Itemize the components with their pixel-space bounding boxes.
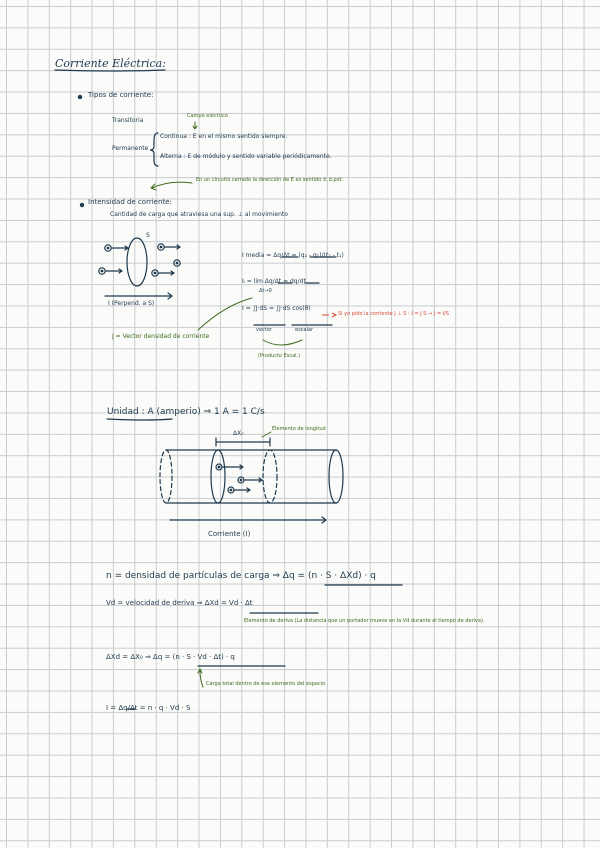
vector-label: vector [256, 327, 272, 333]
charge-particles [99, 244, 180, 276]
campo-label: Campo eléctrico [187, 113, 228, 119]
page-title: Corriente Eléctrica: [55, 57, 166, 70]
title-underline [55, 70, 165, 71]
n-formula: n = densidad de partículas de carga ⇒ Δq = (n · S · ΔXd) · q [106, 571, 376, 581]
tipos-heading: Tipos de corriente: [88, 91, 154, 99]
intensidad-definicion: Cantidad de carga que atraviesa una sup. ⊥ al movimiento [110, 211, 288, 218]
red-note: Si yo pido la corriente J ⊥ S : I = J·S → J = I/S [338, 311, 449, 317]
producto-label: (Producto Escal.) [258, 353, 301, 359]
continua-text: Continua : E en el mismo sentido siempre. [160, 133, 288, 140]
alterna-text: Alterna : E de módulo y sentido variable periódicamente. [160, 153, 332, 160]
transitoria-label: Transitoria [112, 117, 144, 124]
final-formula: I = Δq/Δt = n · q · Vd · S [106, 704, 191, 712]
escalar-label: escalar [295, 327, 314, 333]
carga-note: Carga total dentro de ese elemento del espacio [206, 681, 326, 687]
dx-formula: ΔXd = ΔX₀ ⇒ Δq = (n · S · Vd · Δt) · q [106, 653, 235, 661]
integral-formula: I = ∫J·dS = ∫J·dS cos(θ) [242, 305, 311, 312]
surface-label: S [146, 232, 150, 239]
corriente-label: Corriente (I) [208, 530, 251, 538]
conductor-cylinder [160, 438, 343, 503]
corriente-arrow [170, 517, 326, 523]
elemento-note: Elemento de longitud [272, 426, 326, 432]
brace-icon [150, 133, 158, 166]
dx-label: ΔX₀ [233, 430, 244, 437]
permanente-label: Permanente [112, 145, 149, 152]
limit-subscript: Δt→0 [259, 288, 272, 294]
current-label: I (Perpend. a S) [108, 300, 155, 307]
j-definition: J = Vector densidad de corriente [112, 333, 210, 340]
unidad-line: Unidad : A (amperio) ⇒ 1 A = 1 C/s [107, 407, 265, 417]
intensidad-heading: Intensidad de corriente: [88, 198, 172, 206]
i-media-formula: I media = Δq/Δt = (q₂ - q₁)/(t₂ - t₁) [242, 252, 344, 259]
i-instantanea-formula: Iᵢ = lím Δq/Δt = dq/dt [242, 278, 306, 285]
circuito-note: En un circuito cerrado la dirección de E es sentido ± d.pot. [196, 177, 344, 183]
surface-ellipse [127, 238, 147, 286]
bullet-icon [78, 95, 81, 98]
vd-formula: Vd = velocidad de deriva ⇒ ΔXd = Vd · Δt [106, 599, 253, 607]
current-arrow [105, 293, 172, 299]
vd-note: Elemento de deriva (La distancia que un portador mueve en la Vd durante el tiempo de deriva). [244, 618, 485, 624]
bullet-icon [80, 203, 83, 206]
